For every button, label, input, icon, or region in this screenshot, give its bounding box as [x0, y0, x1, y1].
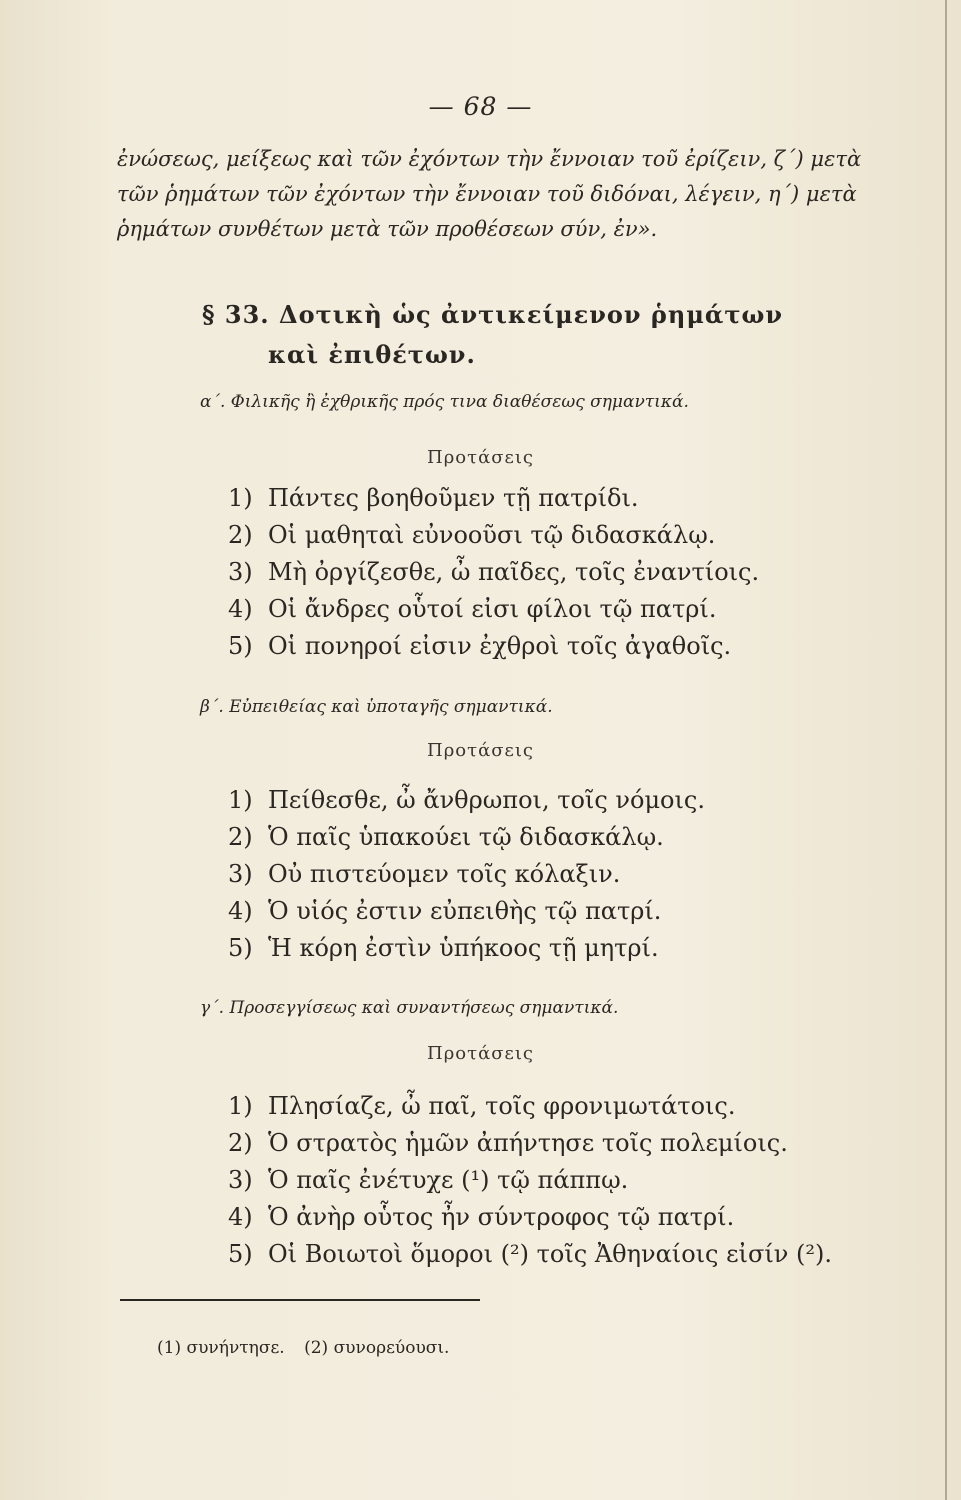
section-title-line2: καὶ ἐπιθέτων.	[268, 340, 476, 369]
sentence-text: Οἱ πονηροί εἰσιν ἐχθροὶ τοῖς ἀγαθοῖς.	[268, 632, 732, 660]
sentence-list-gamma	[228, 1088, 908, 1273]
sentence-item	[228, 628, 908, 665]
sentence-text: Οὐ πιστεύομεν τοῖς κόλαξιν.	[268, 860, 621, 888]
sentence-text: Ὁ υἱός ἐστιν εὐπειθὴς τῷ πατρί.	[268, 897, 662, 925]
sentence-item	[228, 1125, 908, 1162]
sentence-text: Ὁ παῖς ἐνέτυχε (¹) τῷ πάππῳ.	[268, 1166, 629, 1194]
sentence-number: 3)	[228, 1166, 253, 1194]
sentence-text: Πάντες βοηθοῦμεν τῇ πατρίδι.	[268, 484, 639, 512]
sentence-number: 1)	[228, 1092, 253, 1120]
sentence-number: 4)	[228, 897, 253, 925]
group-heading-gamma: γ΄. Προσεγγίσεως καὶ συναντήσεως σημαντικά.	[200, 998, 619, 1018]
sentence-list-alpha	[228, 480, 908, 665]
sentence-item	[228, 1199, 908, 1236]
sentence-item	[228, 856, 908, 893]
group-label-alpha: Προτάσεις	[427, 447, 534, 468]
group-label-beta: Προτάσεις	[427, 740, 534, 761]
sentence-number: 1)	[228, 786, 253, 814]
sentence-text: Οἱ μαθηταὶ εὐνοοῦσι τῷ διδασκάλῳ.	[268, 521, 716, 549]
sentence-item	[228, 1236, 908, 1273]
group-label-gamma: Προτάσεις	[427, 1043, 534, 1064]
sentence-number: 2)	[228, 521, 253, 549]
sentence-item	[228, 930, 908, 967]
section-title-line1: § 33. Δοτικὴ ὡς ἀντικείμενον ῥημάτων	[202, 300, 784, 329]
sentence-number: 1)	[228, 484, 253, 512]
sentence-number: 5)	[228, 934, 253, 962]
sentence-text: Ὁ ἀνὴρ οὗτος ἦν σύντροφος τῷ πατρί.	[268, 1203, 735, 1231]
sentence-text: Ἡ κόρη ἐστὶν ὑπήκοος τῇ μητρί.	[268, 934, 659, 962]
sentence-item	[228, 782, 908, 819]
section-title	[202, 295, 783, 375]
sentence-number: 5)	[228, 1240, 253, 1268]
sentence-number: 3)	[228, 860, 253, 888]
sentence-text: Μὴ ὀργίζεσθε, ὦ παῖδες, τοῖς ἐναντίοις.	[268, 558, 760, 586]
intro-line: ῥημάτων συνθέτων μετὰ τῶν προθέσεων σύν, ἐν».	[117, 217, 658, 241]
sentence-number: 3)	[228, 558, 253, 586]
sentence-number: 5)	[228, 632, 253, 660]
sentence-text: Πλησίαζε, ὦ παῖ, τοῖς φρονιμωτάτοις.	[268, 1092, 736, 1120]
sentence-item	[228, 517, 908, 554]
group-heading-beta: β΄. Εὐπειθείας καὶ ὑποταγῆς σημαντικά.	[200, 697, 553, 717]
intro-line: τῶν ῥημάτων τῶν ἐχόντων τὴν ἔννοιαν τοῦ διδόναι, λέγειν, η΄) μετὰ	[117, 182, 857, 206]
group-heading-alpha: α΄. Φιλικῆς ἢ ἐχθρικῆς πρός τινα διαθέσεως σημαντικά.	[200, 392, 689, 412]
sentence-text: Ὁ στρατὸς ἡμῶν ἀπήντησε τοῖς πολεμίοις.	[268, 1129, 788, 1157]
sentence-number: 2)	[228, 823, 253, 851]
footnote-divider	[120, 1299, 480, 1301]
sentence-text: Οἱ Βοιωτοὶ ὅμοροι (²) τοῖς Ἀθηναίοις εἰσίν (²).	[268, 1240, 832, 1268]
sentence-item	[228, 819, 908, 856]
sentence-item	[228, 554, 908, 591]
sentence-list-beta	[228, 782, 908, 967]
sentence-text: Πείθεσθε, ὦ ἄνθρωποι, τοῖς νόμοις.	[268, 786, 705, 814]
sentence-number: 4)	[228, 1203, 253, 1231]
sentence-text: Οἱ ἄνδρες οὗτοί εἰσι φίλοι τῷ πατρί.	[268, 595, 717, 623]
sentence-item	[228, 480, 908, 517]
sentence-item	[228, 1162, 908, 1199]
footnote-2: (2) συνορεύουσι.	[304, 1338, 450, 1358]
footnote-1: (1) συνήντησε.	[157, 1338, 285, 1358]
sentence-item	[228, 591, 908, 628]
sentence-item	[228, 1088, 908, 1125]
sentence-text: Ὁ παῖς ὑπακούει τῷ διδασκάλῳ.	[268, 823, 664, 851]
intro-line: ἐνώσεως, μείξεως καὶ τῶν ἐχόντων τὴν ἔννοιαν τοῦ ἐρίζειν, ζ΄) μετὰ	[117, 147, 862, 171]
intro-paragraph	[117, 142, 887, 247]
page-number: — 68 —	[428, 92, 533, 121]
sentence-item	[228, 893, 908, 930]
sentence-number: 4)	[228, 595, 253, 623]
footnotes	[157, 1338, 463, 1358]
sentence-number: 2)	[228, 1129, 253, 1157]
